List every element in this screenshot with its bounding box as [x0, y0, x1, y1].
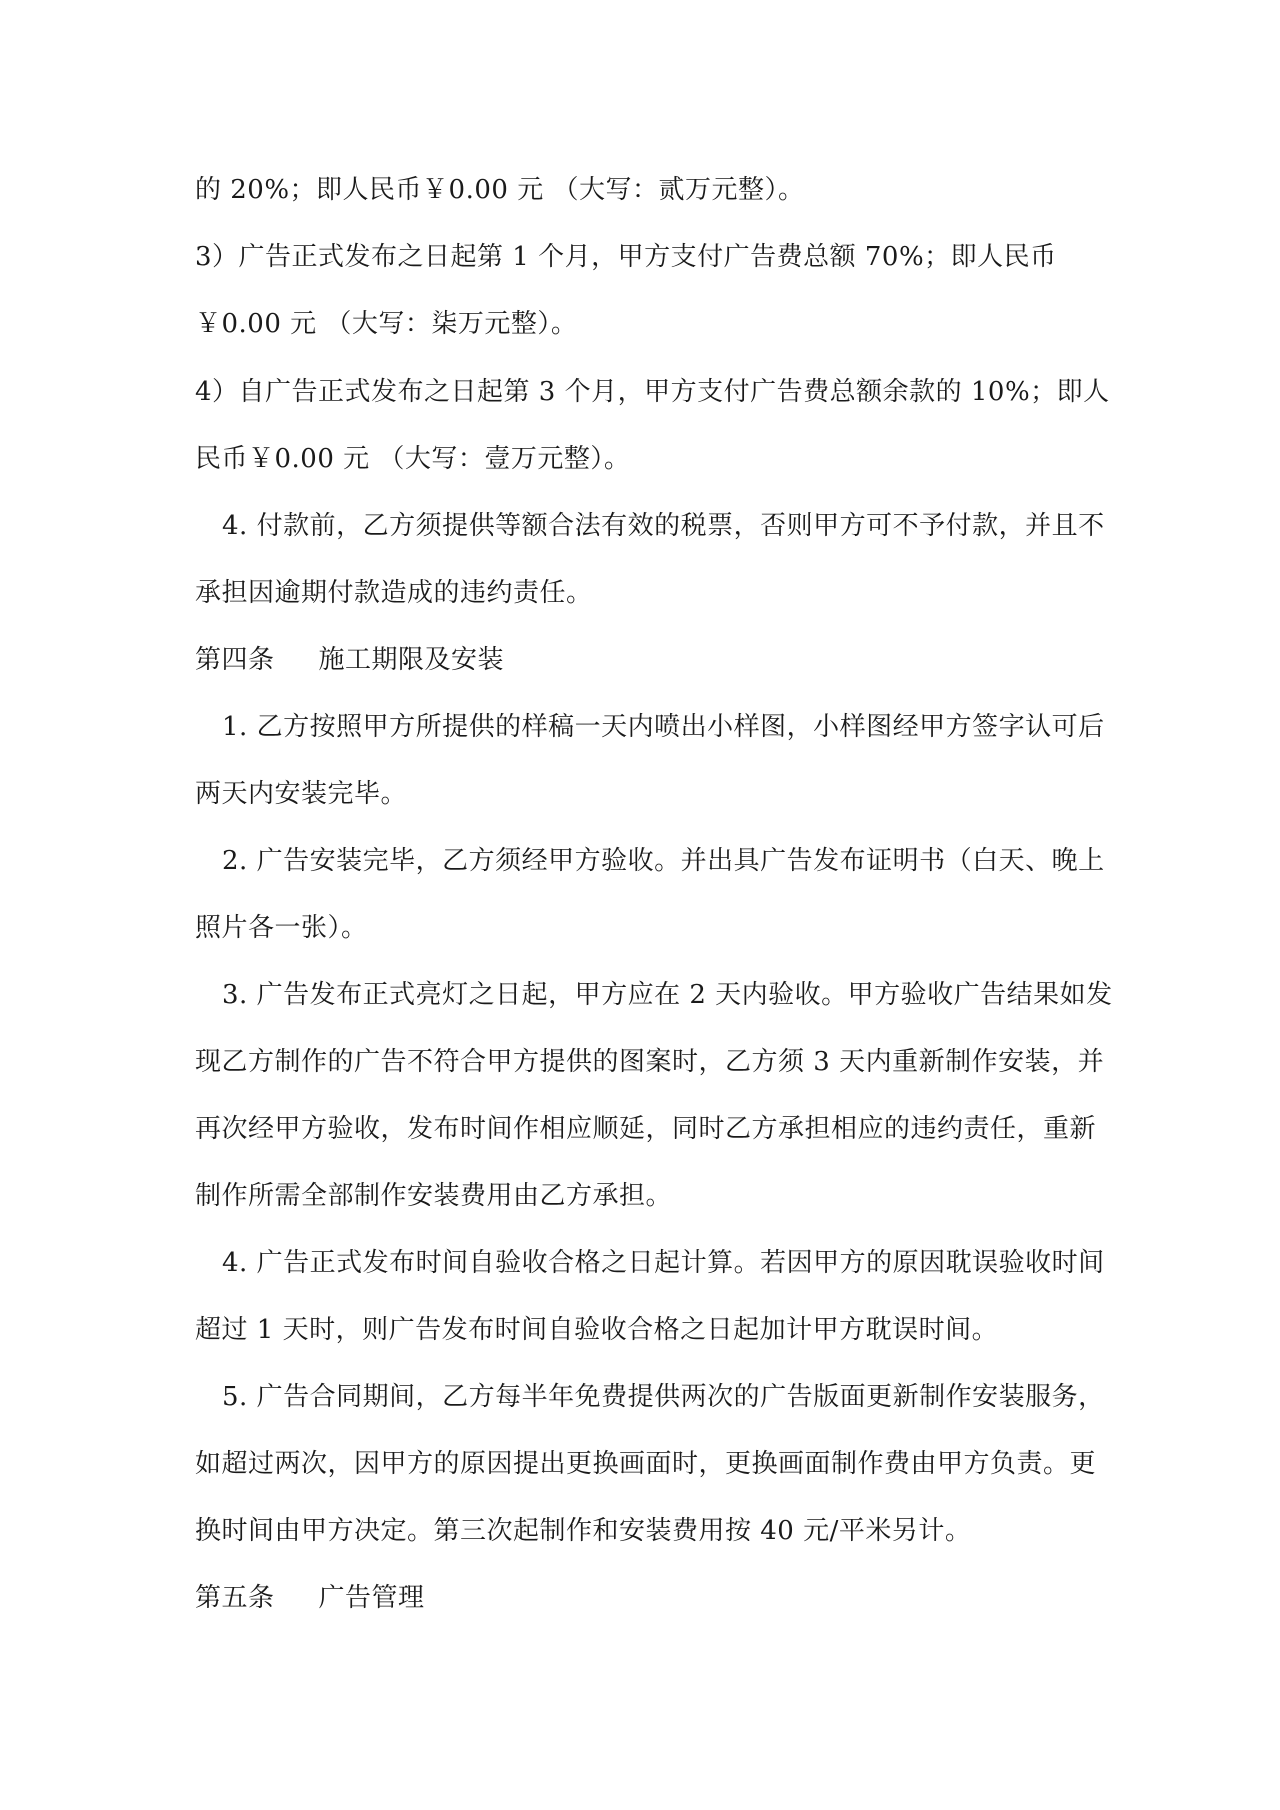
article-4-item-2-line-1: 2. 广告安装完毕，乙方须经甲方验收。并出具广告发布证明书（白天、晚上	[222, 846, 1105, 876]
article-5-title: 广告管理	[318, 1583, 425, 1613]
invoice-clause-line-2: 承担因逾期付款造成的违约责任。	[195, 578, 593, 608]
article-4-item-5-line-3: 换时间由甲方决定。第三次起制作和安装费用按 40 元/平米另计。	[195, 1516, 972, 1546]
article-4-item-1-line-2: 两天内安装完毕。	[195, 779, 408, 809]
article-4-title: 施工期限及安装	[318, 645, 505, 675]
payment-clause-3-line-1: 3）广告正式发布之日起第 1 个月，甲方支付广告费总额 70%；即人民币	[195, 242, 1057, 272]
invoice-clause-line-1: 4. 付款前，乙方须提供等额合法有效的税票，否则甲方可不予付款，并且不	[222, 511, 1105, 541]
payment-clause-4-line-2: 民币￥0.00 元 （大写：壹万元整）。	[195, 444, 631, 474]
article-4-item-3-line-1: 3. 广告发布正式亮灯之日起，甲方应在 2 天内验收。甲方验收广告结果如发	[222, 980, 1113, 1010]
payment-clause-3-line-2: ￥0.00 元 （大写：柒万元整）。	[195, 309, 578, 339]
article-5-number: 第五条	[195, 1583, 275, 1613]
article-4-heading	[195, 642, 504, 678]
article-4-item-5-line-2: 如超过两次，因甲方的原因提出更换画面时，更换画面制作费由甲方负责。更	[195, 1449, 1097, 1479]
article-4-item-3-line-3: 再次经甲方验收，发布时间作相应顺延，同时乙方承担相应的违约责任，重新	[195, 1114, 1097, 1144]
article-4-item-4-line-2: 超过 1 天时，则广告发布时间自验收合格之日起加计甲方耽误时间。	[195, 1315, 999, 1345]
article-4-item-3-line-2: 现乙方制作的广告不符合甲方提供的图案时，乙方须 3 天内重新制作安装，并	[195, 1047, 1105, 1077]
payment-clause-4-line-1: 4）自广告正式发布之日起第 3 个月，甲方支付广告费总额余款的 10%；即人	[195, 377, 1110, 407]
article-5-heading	[195, 1580, 425, 1616]
article-4-item-1-line-1: 1. 乙方按照甲方所提供的样稿一天内喷出小样图，小样图经甲方签字认可后	[222, 712, 1105, 742]
article-4-number: 第四条	[195, 645, 275, 675]
payment-clause-2-continuation: 的 20%；即人民币￥0.00 元 （大写：贰万元整）。	[195, 175, 805, 205]
article-4-item-2-line-2: 照片各一张）。	[195, 913, 368, 943]
article-4-item-5-line-1: 5. 广告合同期间，乙方每半年免费提供两次的广告版面更新制作安装服务，	[222, 1382, 1105, 1412]
article-4-item-4-line-1: 4. 广告正式发布时间自验收合格之日起计算。若因甲方的原因耽误验收时间	[222, 1248, 1105, 1278]
article-4-item-3-line-4: 制作所需全部制作安装费用由乙方承担。	[195, 1181, 673, 1211]
